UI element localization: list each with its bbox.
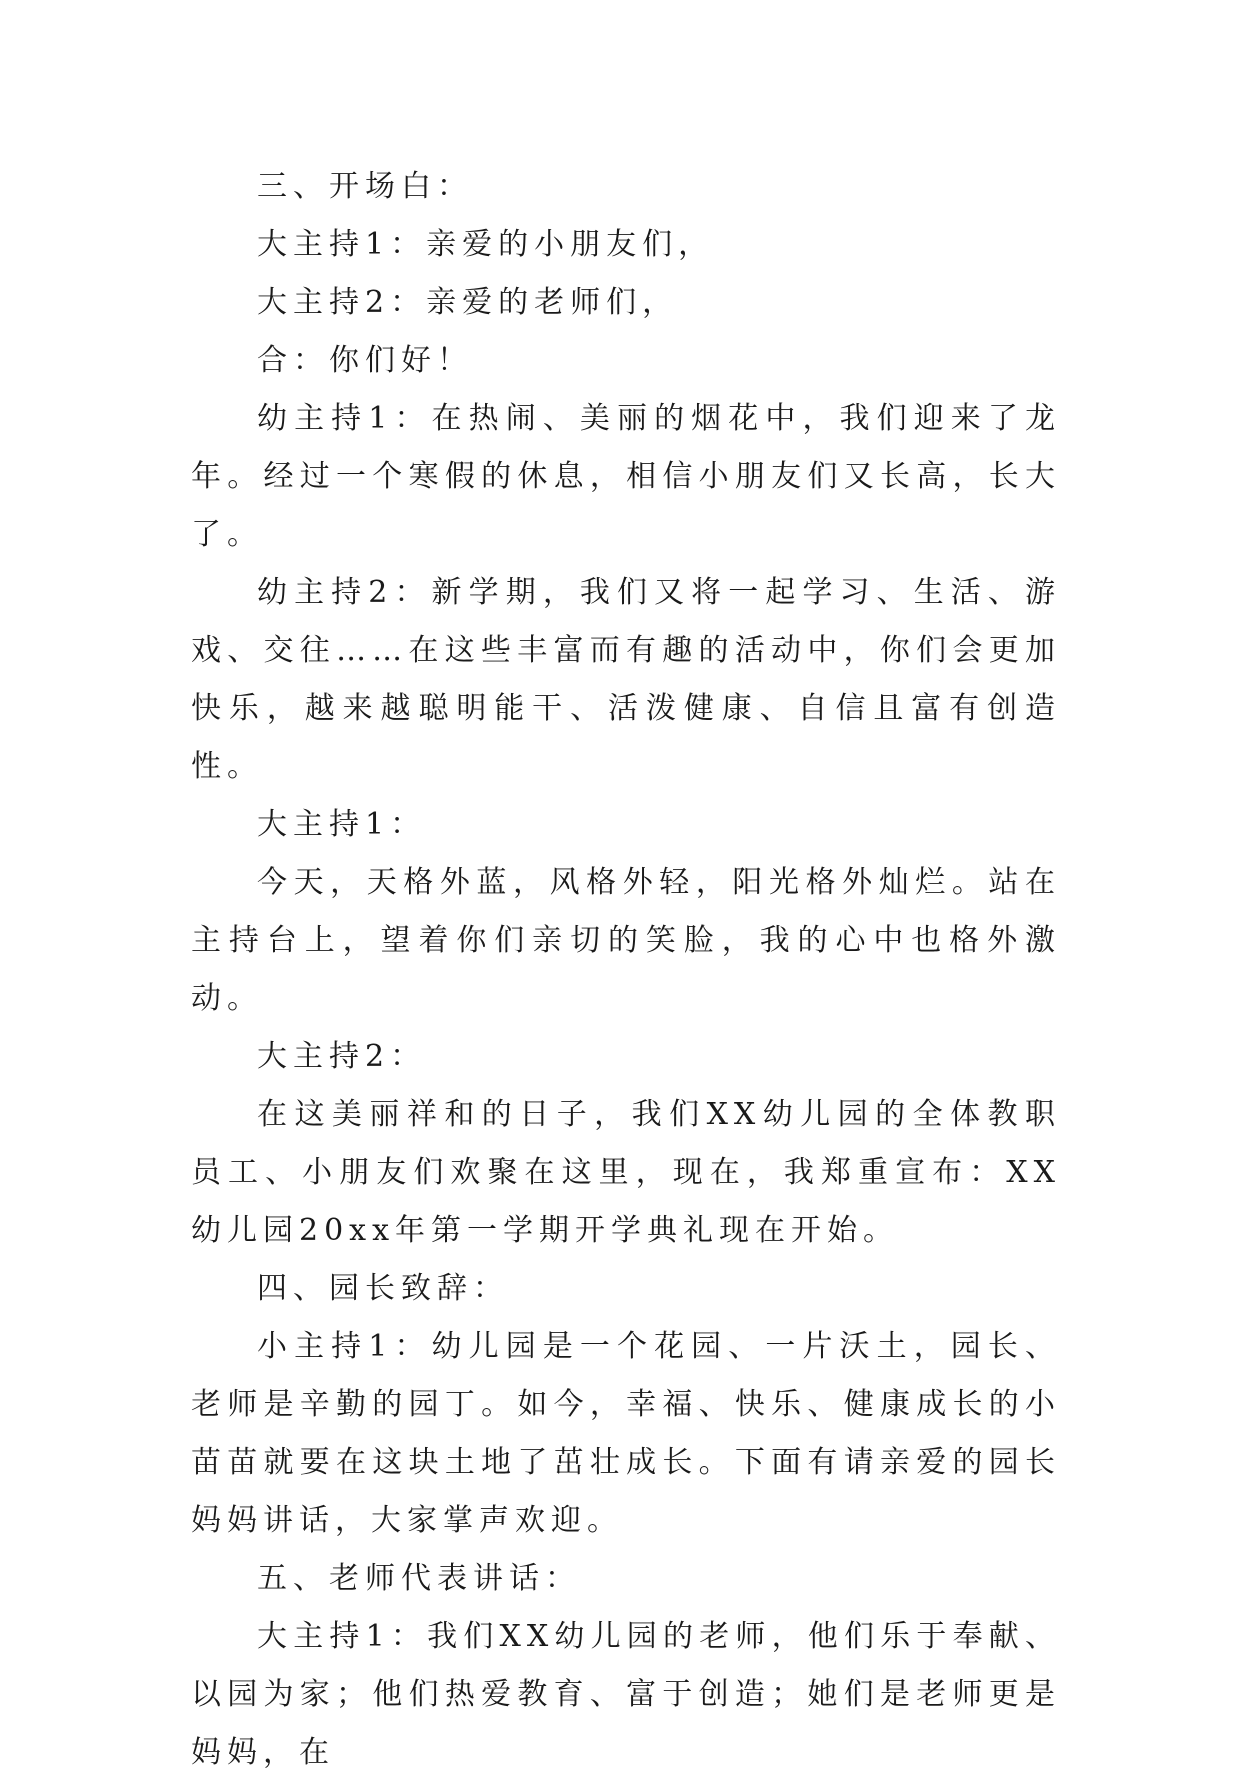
section-heading-opening: 三、开场白： [257, 169, 473, 204]
paragraph: 今天，天格外蓝，风格外轻，阳光格外灿烂。站在主持台上，望着你们亲切的笑脸，我的心中也格外激动。 [191, 865, 1061, 1016]
paragraph: 大主持2： [257, 1039, 427, 1074]
paragraph: 幼主持1：在热闹、美丽的烟花中，我们迎来了龙年。经过一个寒假的休息，相信小朋友们又长高，长大了。 [191, 401, 1061, 552]
document-body [191, 158, 1061, 1782]
section-heading-teacher: 五、老师代表讲话： [257, 1561, 581, 1596]
paragraph: 大主持2：亲爱的老师们， [257, 285, 679, 320]
paragraph: 大主持1： [257, 807, 427, 842]
section-heading-principal: 四、园长致辞： [257, 1271, 509, 1306]
paragraph: 幼主持2：新学期，我们又将一起学习、生活、游戏、交往……在这些丰富而有趣的活动中，你们会更加快乐，越来越聪明能干、活泼健康、自信且富有创造性。 [191, 575, 1061, 784]
paragraph: 在这美丽祥和的日子，我们XX幼儿园的全体教职员工、小朋友们欢聚在这里，现在，我郑重宣布：XX幼儿园20xx年第一学期开学典礼现在开始。 [191, 1097, 1061, 1248]
paragraph: 大主持1：我们XX幼儿园的老师，他们乐于奉献、以园为家；他们热爱教育、富于创造；她们是老师更是妈妈，在 [191, 1619, 1061, 1770]
paragraph: 小主持1：幼儿园是一个花园、一片沃土，园长、老师是辛勤的园丁。如今，幸福、快乐、健康成长的小苗苗就要在这块土地了茁壮成长。下面有请亲爱的园长妈妈讲话，大家掌声欢迎。 [191, 1329, 1061, 1538]
paragraph: 大主持1：亲爱的小朋友们， [257, 227, 715, 262]
paragraph: 合：你们好！ [257, 343, 473, 378]
